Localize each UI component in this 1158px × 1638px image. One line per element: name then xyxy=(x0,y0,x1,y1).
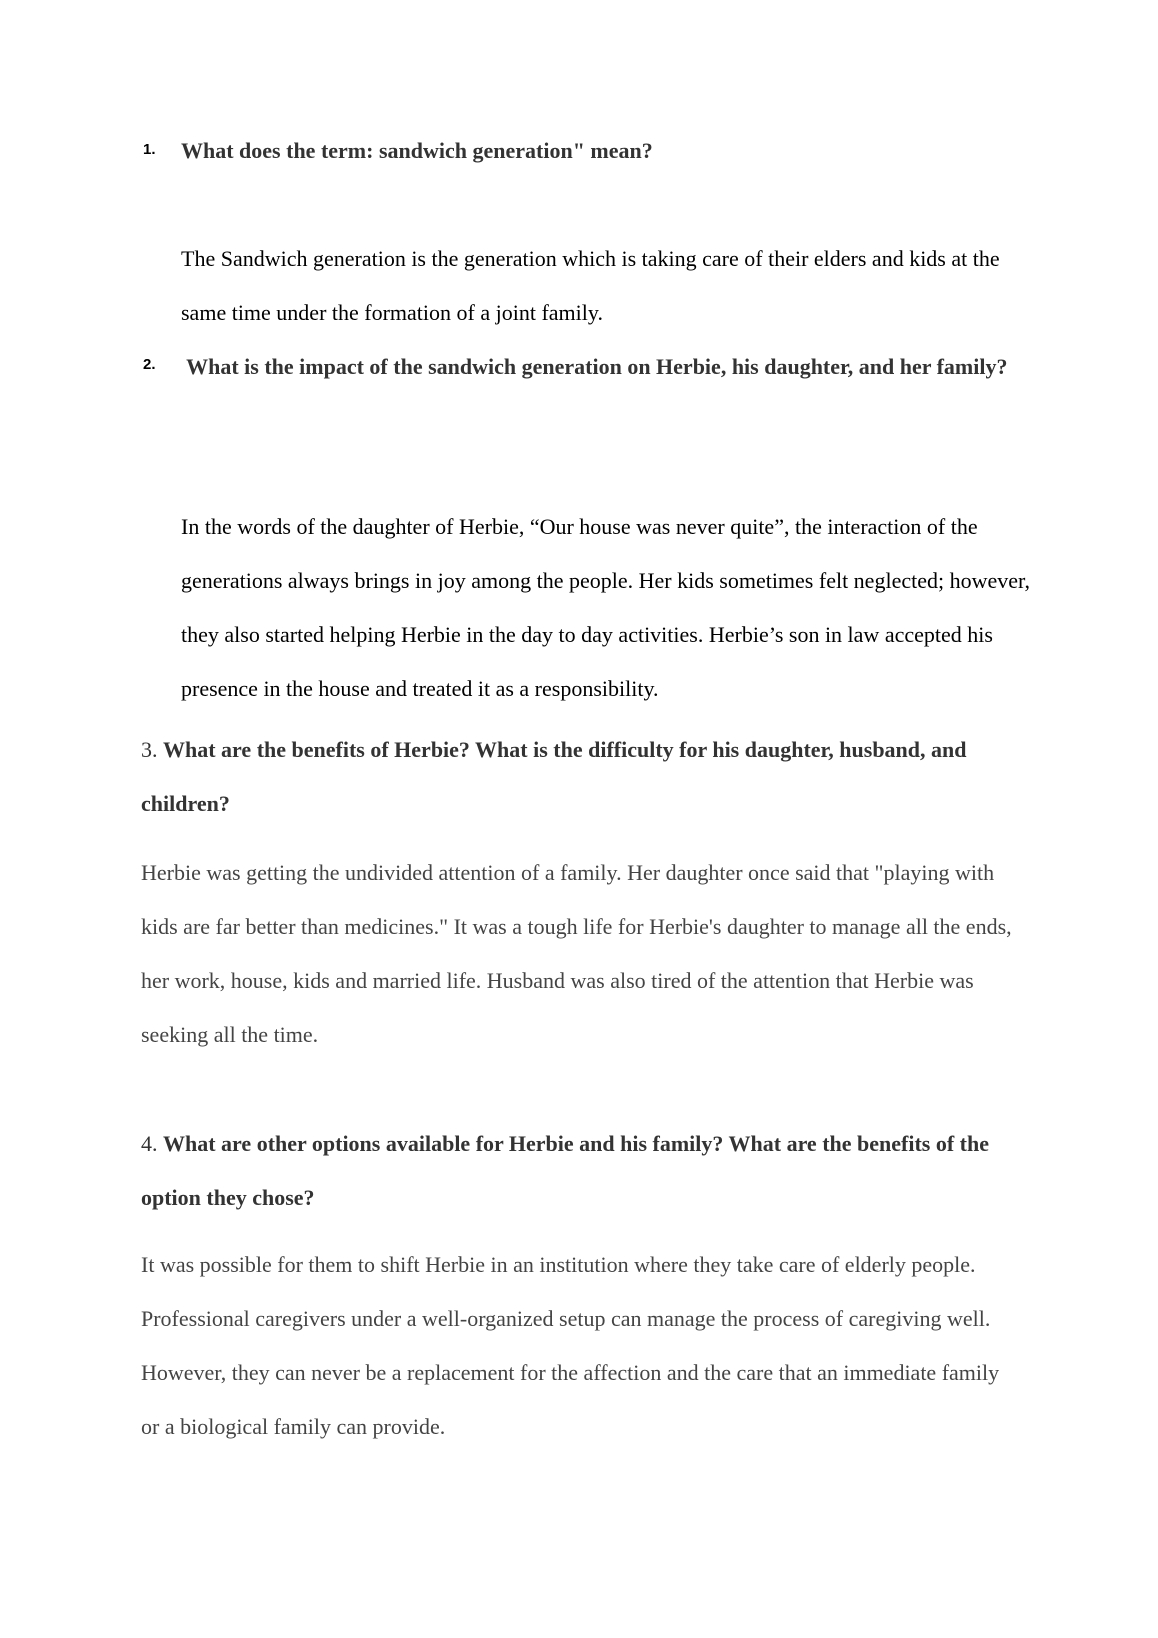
question-1-number: 1. xyxy=(143,141,156,158)
question-2-heading xyxy=(181,340,1031,394)
question-3-number: 3. xyxy=(141,737,158,762)
question-3-heading xyxy=(141,723,1021,831)
answer-1-paragraph: The Sandwich generation is the generation which is taking care of their elders and kids at the same time under the formation of a joint family. xyxy=(181,246,1000,325)
question-3-heading-text: What are the benefits of Herbie? What is the difficulty for his daughter, husband, and children? xyxy=(141,737,967,816)
answer-4-paragraph: It was possible for them to shift Herbie in an institution where they take care of elderly people. Professional caregivers under a well-organized setup can manage the process of caregiving well. However, they can never be a replacement for the affection and the care that an immediate family or a biological family can provide. xyxy=(141,1252,1000,1439)
question-2-number: 2. xyxy=(143,356,156,373)
question-4-number: 4. xyxy=(141,1131,158,1156)
answer-3-paragraph: Herbie was getting the undivided attention of a family. Her daughter once said that "playing with kids are far better than medicines." It was a tough life for Herbie's daughter to manage all the ends, her work, house, kids and married life. Husband was also tired of the attention that Herbie was seeking all the time. xyxy=(141,860,1012,1047)
answer-2-paragraph: In the words of the daughter of Herbie, “Our house was never quite”, the interaction of the generations always brings in joy among the people. Her kids sometimes felt neglected; however, they also started helping Herbie in the day to day activities. Herbie’s son in law accepted his presence in the house and treated it as a responsibility. xyxy=(181,514,1030,701)
question-2-heading-text: What is the impact of the sandwich generation on Herbie, his daughter, and her family? xyxy=(186,354,1008,379)
question-1-heading: What does the term: sandwich generation" mean? xyxy=(181,138,653,163)
question-4-heading-text: What are other options available for Herbie and his family? What are the benefits of the option they chose? xyxy=(141,1131,989,1210)
question-4-heading xyxy=(141,1117,1021,1225)
